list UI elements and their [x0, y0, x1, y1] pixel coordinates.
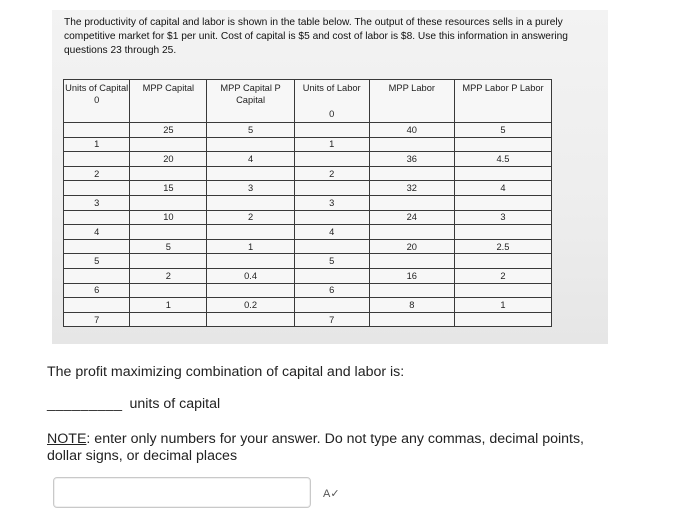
- empty-cell: [454, 195, 551, 210]
- answer-prompt: [47, 396, 220, 412]
- mpp-capital-per-price-value: 5: [207, 123, 294, 138]
- intro-text: The productivity of capital and labor is shown in the table below. The output of these resources sells in a purely competitive market for $1 per unit. Cost of capital is $5 and cost of labor is $8. Use this information in answering questions 23 through 25.: [64, 17, 568, 57]
- mpp-labor-per-price-value: 4: [454, 181, 551, 196]
- mpp-labor-value: 16: [369, 268, 454, 283]
- capital-unit-empty: [64, 123, 130, 138]
- capital-unit-empty: [64, 152, 130, 167]
- capital-unit-value: 3: [64, 195, 130, 210]
- empty-cell: [130, 283, 207, 298]
- mpp-labor-value: 36: [369, 152, 454, 167]
- empty-cell: [130, 166, 207, 181]
- header-mpp-labor-per-price: MPP Labor P Labor: [454, 80, 551, 123]
- mpp-labor-per-price-value: 4.5: [454, 152, 551, 167]
- labor-unit-value: 7: [294, 312, 369, 327]
- empty-cell: [454, 137, 551, 152]
- table-header-row: [64, 80, 552, 123]
- table-row: [64, 123, 552, 138]
- note-text: : enter only numbers for your answer. Do not type any commas, decimal points, dollar signs, or decimal places: [47, 431, 585, 464]
- mpp-capital-per-price-value: 4: [207, 152, 294, 167]
- empty-cell: [369, 283, 454, 298]
- labor-unit-empty: [294, 268, 369, 283]
- labor-unit-empty: [294, 210, 369, 225]
- empty-cell: [207, 312, 294, 327]
- empty-cell: [130, 254, 207, 269]
- mpp-capital-per-price-value: 0.4: [207, 268, 294, 283]
- labor-unit-value: 1: [294, 137, 369, 152]
- labor-unit-value: 4: [294, 225, 369, 240]
- table-row: [64, 152, 552, 167]
- header-label: Units of Capital: [65, 83, 129, 93]
- empty-cell: [130, 225, 207, 240]
- empty-cell: [207, 195, 294, 210]
- capital-unit-empty: [64, 268, 130, 283]
- empty-cell: [454, 312, 551, 327]
- empty-cell: [369, 195, 454, 210]
- table-body: [64, 123, 552, 327]
- empty-cell: [207, 254, 294, 269]
- capital-unit-value: 1: [64, 137, 130, 152]
- empty-cell: [130, 312, 207, 327]
- capital-unit-value: 2: [64, 166, 130, 181]
- mpp-capital-value: 20: [130, 152, 207, 167]
- note-label: NOTE: [47, 431, 87, 447]
- mpp-labor-value: 40: [369, 123, 454, 138]
- mpp-capital-per-price-value: 1: [207, 239, 294, 254]
- labor-unit-empty: [294, 181, 369, 196]
- header-label: Units of Labor: [302, 83, 361, 93]
- labor-unit-empty: [294, 239, 369, 254]
- mpp-labor-per-price-value: 3: [454, 210, 551, 225]
- capital-unit-empty: [64, 210, 130, 225]
- header-units-capital: [64, 80, 130, 123]
- table-row: [64, 181, 552, 196]
- mpp-labor-value: 32: [369, 181, 454, 196]
- capital-unit-0: 0: [94, 94, 100, 105]
- labor-unit-0: 0: [329, 108, 335, 119]
- capital-unit-empty: [64, 239, 130, 254]
- question-text: The profit maximizing combination of capital and labor is:: [47, 364, 405, 380]
- mpp-capital-per-price-value: 2: [207, 210, 294, 225]
- mpp-capital-per-price-value: 3: [207, 181, 294, 196]
- note: [47, 431, 607, 465]
- capital-unit-value: 5: [64, 254, 130, 269]
- empty-cell: [454, 254, 551, 269]
- empty-cell: [207, 283, 294, 298]
- capital-unit-value: 6: [64, 283, 130, 298]
- spellcheck-icon[interactable]: A✓: [323, 488, 340, 500]
- empty-cell: [369, 225, 454, 240]
- capital-unit-empty: [64, 181, 130, 196]
- mpp-capital-value: 15: [130, 181, 207, 196]
- capital-unit-value: 4: [64, 225, 130, 240]
- table-row: [64, 210, 552, 225]
- mpp-labor-per-price-value: 2.5: [454, 239, 551, 254]
- table-row: [64, 268, 552, 283]
- table-row: [64, 283, 552, 298]
- header-mpp-labor: MPP Labor: [369, 80, 454, 123]
- answer-blank: _________: [47, 396, 123, 412]
- labor-unit-value: 2: [294, 166, 369, 181]
- mpp-capital-value: 2: [130, 268, 207, 283]
- table-row: [64, 137, 552, 152]
- labor-unit-value: 3: [294, 195, 369, 210]
- mpp-labor-per-price-value: 2: [454, 268, 551, 283]
- table-row: [64, 195, 552, 210]
- header-mpp-capital-per-price: MPP Capital P Capital: [207, 80, 294, 123]
- capital-unit-value: 7: [64, 312, 130, 327]
- empty-cell: [454, 166, 551, 181]
- mpp-labor-value: 20: [369, 239, 454, 254]
- labor-unit-value: 6: [294, 283, 369, 298]
- empty-cell: [130, 195, 207, 210]
- mpp-capital-value: 5: [130, 239, 207, 254]
- header-mpp-capital: MPP Capital: [130, 80, 207, 123]
- empty-cell: [369, 254, 454, 269]
- empty-cell: [130, 137, 207, 152]
- empty-cell: [207, 166, 294, 181]
- table-row: [64, 225, 552, 240]
- empty-cell: [369, 312, 454, 327]
- mpp-labor-per-price-value: 5: [454, 123, 551, 138]
- table-row: [64, 166, 552, 181]
- table-row: [64, 312, 552, 327]
- labor-unit-empty: [294, 152, 369, 167]
- labor-unit-empty: [294, 298, 369, 313]
- units-of-capital-label: units of capital: [129, 396, 221, 412]
- labor-unit-value: 5: [294, 254, 369, 269]
- mpp-capital-value: 25: [130, 123, 207, 138]
- header-units-labor: [294, 80, 369, 123]
- empty-cell: [454, 225, 551, 240]
- mpp-labor-per-price-value: 1: [454, 298, 551, 313]
- table-row: [64, 298, 552, 313]
- mpp-capital-value: 10: [130, 210, 207, 225]
- answer-input[interactable]: [53, 477, 311, 508]
- mpp-labor-value: 24: [369, 210, 454, 225]
- empty-cell: [207, 225, 294, 240]
- empty-cell: [207, 137, 294, 152]
- productivity-table: [63, 79, 552, 327]
- mpp-labor-value: 8: [369, 298, 454, 313]
- table-row: [64, 254, 552, 269]
- labor-unit-empty: [294, 123, 369, 138]
- mpp-capital-value: 1: [130, 298, 207, 313]
- capital-unit-empty: [64, 298, 130, 313]
- empty-cell: [369, 137, 454, 152]
- table-row: [64, 239, 552, 254]
- mpp-capital-per-price-value: 0.2: [207, 298, 294, 313]
- empty-cell: [369, 166, 454, 181]
- empty-cell: [454, 283, 551, 298]
